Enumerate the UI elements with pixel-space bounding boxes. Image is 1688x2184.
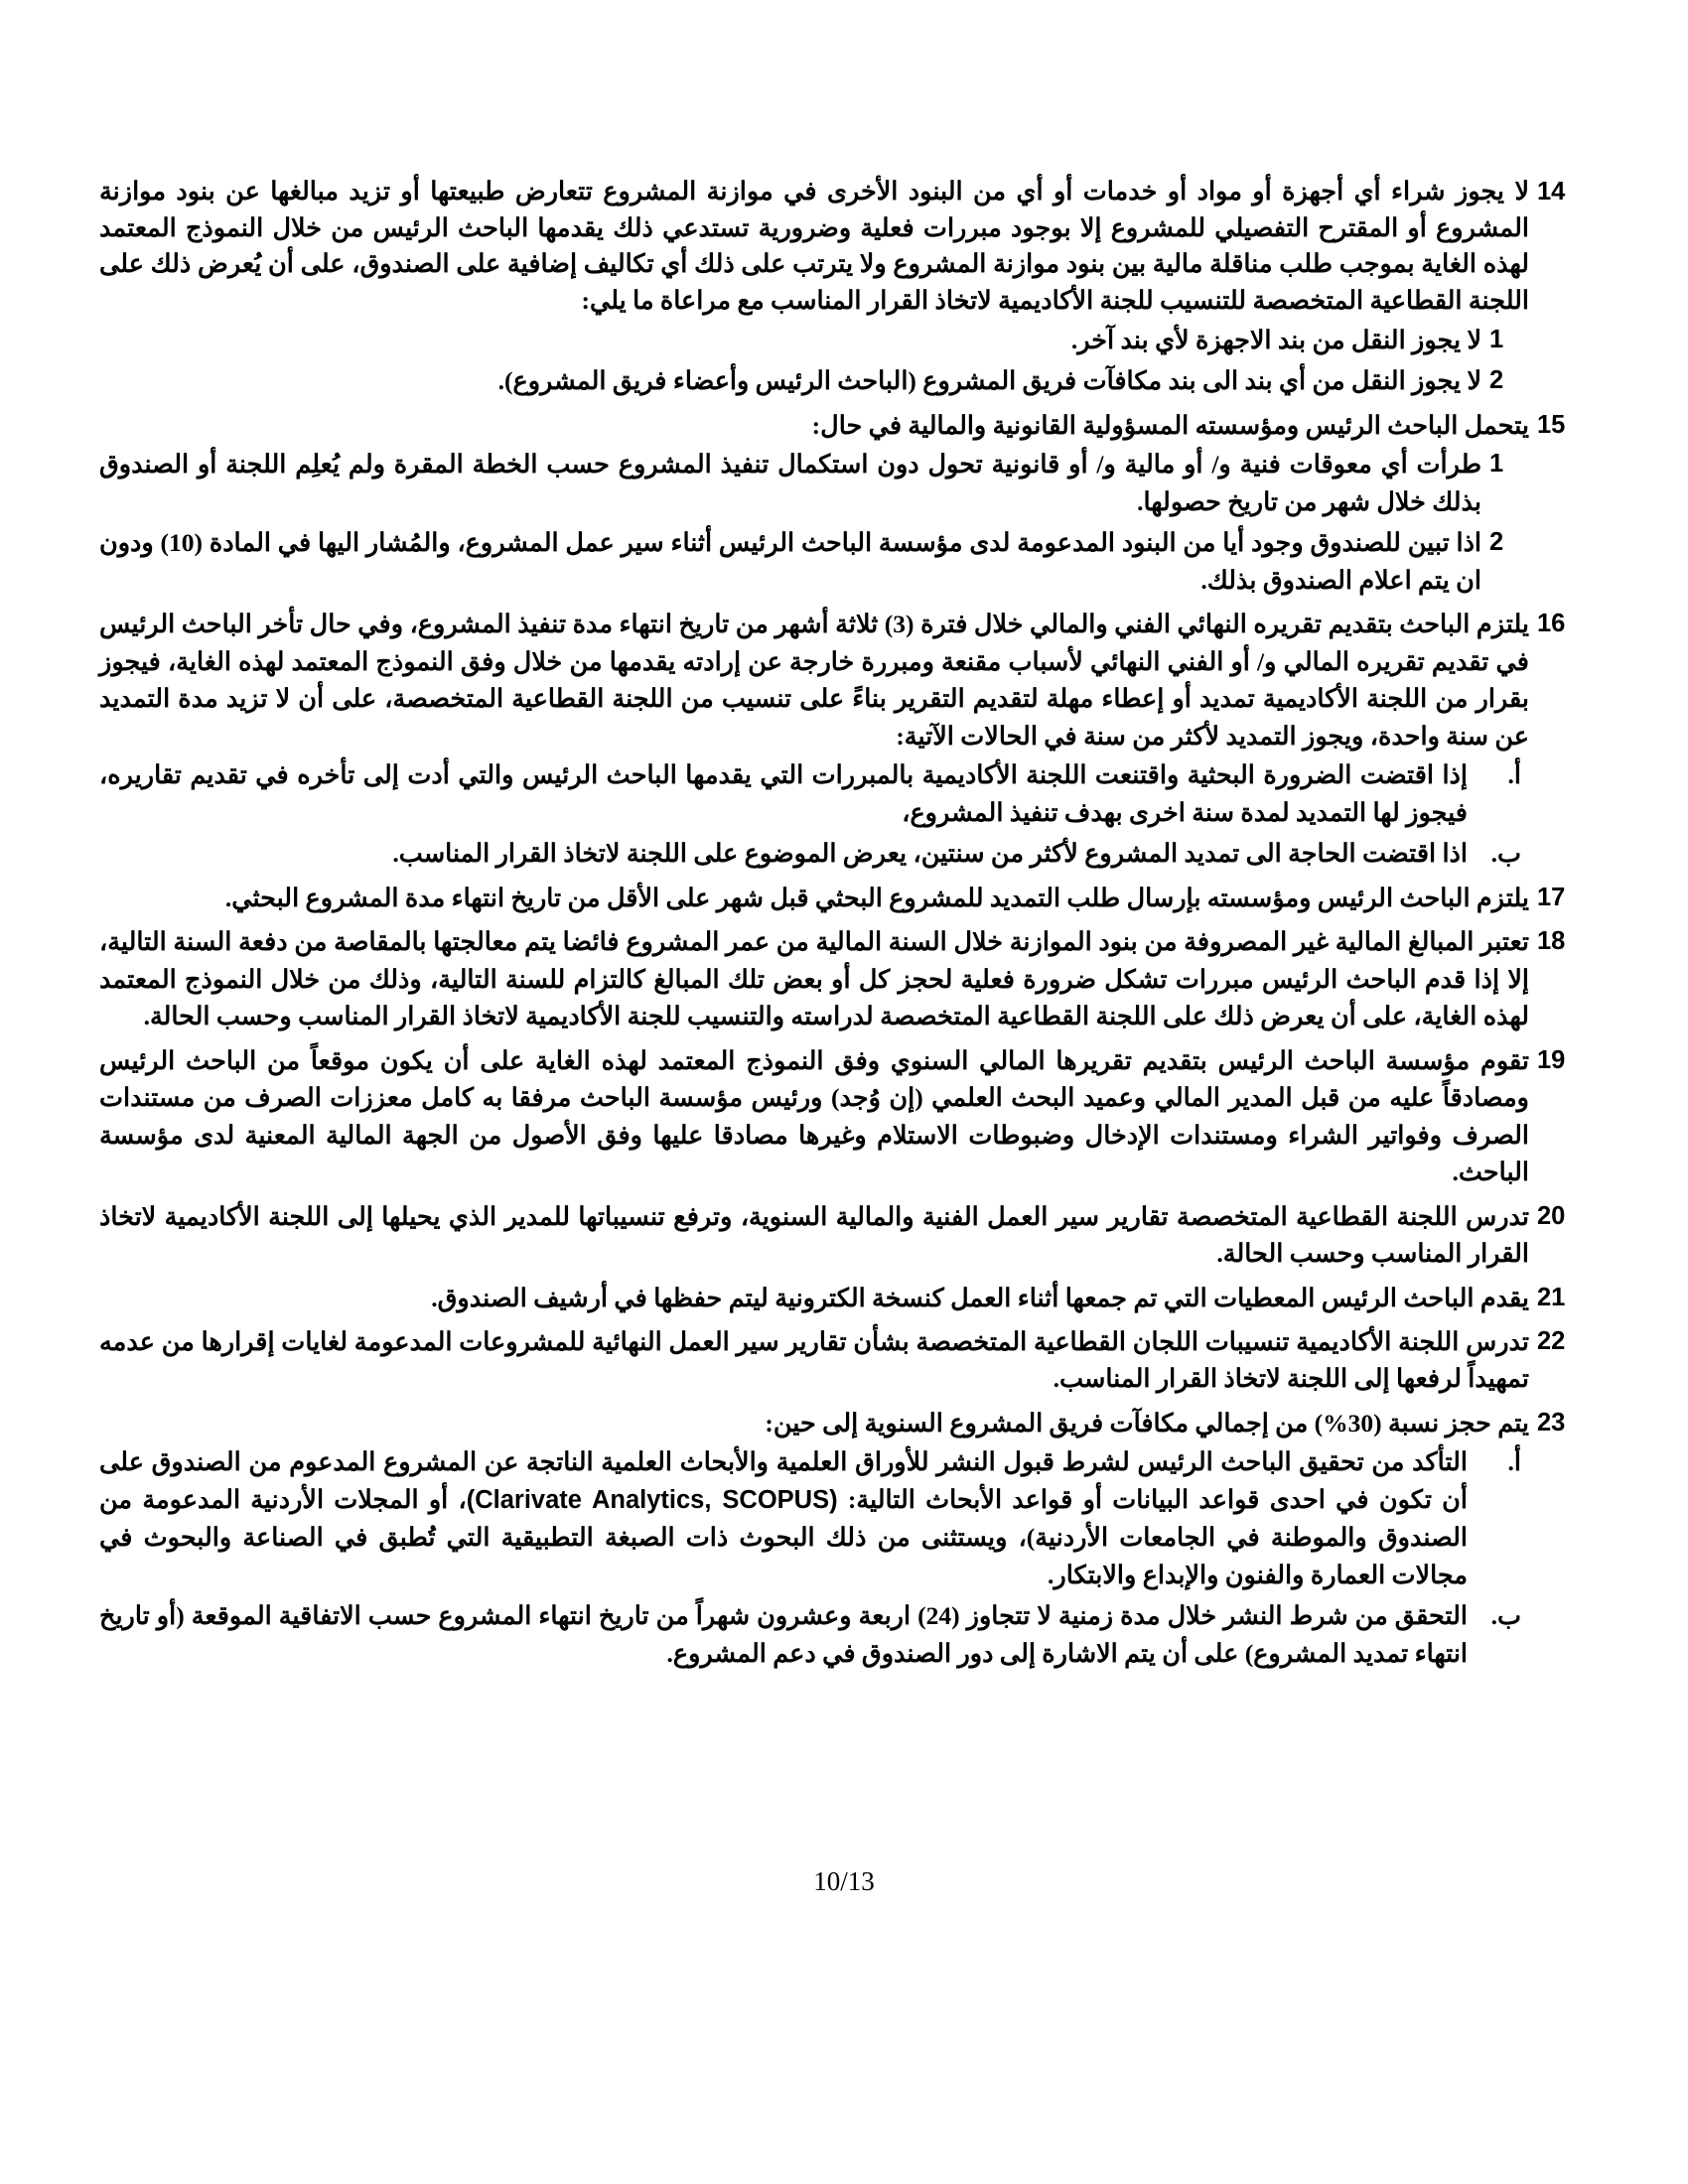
clause-number: 20 (1537, 1201, 1566, 1230)
subitem-text: لا يجوز النقل من بند الاجهزة لأي بند آخر. (1070, 325, 1481, 354)
clause-text: تدرس اللجنة القطاعية المتخصصة تقارير سير العمل الفنية والمالية السنوية، وترفع تنسيباتها للمدير الذي يحيلها إلى اللجنة الأكاديمية لاتخاذ القرار المناسب وحسب الحالة. (99, 1201, 1529, 1269)
clause-subitem (99, 756, 1529, 831)
subitem-text: طرأت أي معوقات فنية و/ أو مالية و/ أو قانونية تحول دون استكمال تنفيذ المشروع حسب الخطة المقرة ولم يُعلِم اللجنة أو الصندوق بذلك خلال شهر من تاريخ حصولها. (99, 450, 1481, 516)
clause-subitem (99, 362, 1529, 399)
subitem-text: التحقق من شرط النشر خلال مدة زمنية لا تتجاوز (24) اربعة وعشرون شهراً من تاريخ انتهاء المشروع حسب الاتفاقية الموقعة (أو تاريخ انتهاء تمديد المشروع) على أن يتم الاشارة إلى دور الصندوق في دعم المشروع. (99, 1601, 1468, 1668)
subitem-marker: أ. (1507, 760, 1521, 790)
clause-item (99, 606, 1589, 872)
subitem-marker: أ. (1507, 1447, 1521, 1477)
clause-item (99, 923, 1589, 1034)
clause-text: تقوم مؤسسة الباحث الرئيس بتقديم تقريرها المالي السنوي وفق النموذج المعتمد لهذه الغاية على أن يكون موقعاً من الباحث الرئيس ومصادقاً عليه من قبل المدير المالي وعميد البحث العلمي (إن وُجد) ورئيس مؤسسة الباحث مرفقا به كامل معززات الصرف من مستندات الصرف وفواتير الشراء ومستندات الإدخال وضبوطات الاستلام وغيرها مصادقا عليها وفق الأصول من الجهة المالية المعنية لدى مؤسسة الباحث. (99, 1045, 1529, 1187)
subitem-number: 2 (1489, 528, 1504, 557)
clause-item (99, 1198, 1589, 1273)
clause-subitem (99, 1597, 1529, 1672)
clause-subitem (99, 322, 1529, 358)
subitem-number: 2 (1489, 366, 1504, 395)
clause-number: 22 (1537, 1326, 1566, 1355)
clause-subitem (99, 835, 1529, 872)
subitem-text: اذا تبين للصندوق وجود أيا من البنود المدعومة لدى مؤسسة الباحث الرئيس أثناء سير عمل المشروع، والمُشار اليها في المادة (10) ودون ان يتم اعلام الصندوق بذلك. (99, 528, 1482, 595)
clause-subitem-list (99, 1443, 1529, 1672)
clause-list (99, 174, 1589, 1672)
clause-subitem (99, 524, 1529, 599)
clause-text: يتم حجز نسبة (30%) من إجمالي مكافآت فريق المشروع السنوية إلى حين: (765, 1408, 1529, 1437)
clause-number: 14 (1537, 178, 1566, 205)
clause-item (99, 1405, 1589, 1672)
clause-subitem-list (99, 446, 1529, 599)
subitem-text: إذا اقتضت الضرورة البحثية واقتنعت اللجنة الأكاديمية بالمبررات التي يقدمها الباحث الرئيس والتي أدت إلى تأخره في تقديم تقاريره، فيجوز لها التمديد لمدة سنة اخرى بهدف تنفيذ المشروع، (99, 760, 1468, 827)
clause-number: 23 (1537, 1408, 1566, 1436)
subitem-text-before: التأكد من تحقيق الباحث الرئيس لشرط قبول النشر للأوراق العلمية والأبحاث العلمية الناتجة عن المشروع المدعوم من الصندوق على أن تكون في احدى قواعد البيانات أو قواعد الأبحاث التالية: (99, 1447, 1468, 1514)
document-body (99, 174, 1589, 1672)
clause-number: 21 (1537, 1283, 1566, 1311)
clause-number: 17 (1537, 883, 1566, 911)
clause-subitem (99, 446, 1529, 520)
clause-text: يقدم الباحث الرئيس المعطيات التي تم جمعها أثناء العمل كنسخة الكترونية ليتم حفظها في أرشيف الصندوق. (431, 1283, 1529, 1312)
clause-subitem (99, 1443, 1529, 1593)
subitem-number: 1 (1489, 325, 1504, 353)
subitem-number: 1 (1489, 450, 1504, 478)
clause-item (99, 174, 1589, 400)
subitem-text-after: ، أو المجلات الأردنية المدعومة من الصندوق والموطنة في الجامعات الأردنية)، ويستثنى من ذلك البحوث ذات الصبغة التطبيقية التي تُطبق في الصناعة والبحوث في مجالات العمارة والفنون والإبداع والابتكار. (99, 1484, 1468, 1589)
clause-text: يلتزم الباحث بتقديم تقريره النهائي الفني والمالي خلال فترة (3) ثلاثة أشهر من تاريخ انتهاء مدة تنفيذ المشروع، وفي حال تأخر الباحث الرئيس في تقديم تقريره المالي و/ أو الفني النهائي لأسباب مقنعة ومبررة خارجة عن إرادته يقدمها من خلال وفق النموذج المعتمد لهذه الغاية، فيجوز بقرار من اللجنة الأكاديمية تمديد أو إعطاء مهلة لتقديم التقرير بناءً على تنسيب من اللجنة القطاعية المتخصصة، على أن لا تزيد مدة التمديد عن سنة واحدة، ويجوز التمديد لأكثر من سنة في الحالات الآتية: (99, 610, 1530, 751)
clause-item (99, 1280, 1589, 1316)
subitem-marker: ب. (1490, 1601, 1521, 1631)
clause-number: 15 (1537, 410, 1566, 439)
clause-subitem-list (99, 322, 1529, 400)
clause-item (99, 880, 1589, 916)
clause-number: 18 (1537, 927, 1566, 956)
clause-text: يتحمل الباحث الرئيس ومؤسسته المسؤولية القانونية والمالية في حال: (811, 410, 1529, 440)
clause-text: يلتزم الباحث الرئيس ومؤسسته بإرسال طلب التمديد للمشروع البحثي قبل شهر على الأقل من تاريخ انتهاء مدة المشروع البحثي. (224, 883, 1529, 912)
database-names: (Clarivate Analytics, SCOPUS) (466, 1485, 838, 1514)
clause-text: لا يجوز شراء أي أجهزة أو مواد أو خدمات أو أي من البنود الأخرى في موازنة المشروع تتعارض طبيعتها أو تزيد مبالغها عن بنود موازنة المشروع أو المقترح التفصيلي للمشروع إلا بوجود مبررات فعلية وضرورية تستدعي ذلك يقدمها الباحث الرئيس من خلال النموذج المعتمد لهذه الغاية بموجب طلب مناقلة مالية بين بنود موازنة المشروع ولا يترتب على ذلك أي تكاليف إضافية على الصندوق، على أن يُعرض ذلك على اللجنة القطاعية المتخصصة للتنسيب للجنة الأكاديمية لاتخاذ القرار المناسب مع مراعاة ما يلي: (99, 177, 1529, 316)
clause-text: تعتبر المبالغ المالية غير المصروفة من بنود الموازنة خلال السنة المالية من عمر المشروع فائضا يتم معالجتها بالمقاصة من دفعة السنة التالية، إلا إذا قدم الباحث الرئيس مبررات تشكل ضرورة فعلية لحجز كل أو بعض تلك المبالغ كالتزام للسنة التالية، وذلك من خلال النموذج المعتمد لهذه الغاية، على أن يعرض ذلك على اللجنة القطاعية المتخصصة لدراسته والتنسيب للجنة الأكاديمية لاتخاذ القرار المناسب وحسب الحالة. (99, 927, 1529, 1031)
subitem-marker: ب. (1490, 839, 1521, 869)
clause-item (99, 407, 1589, 599)
clause-text: تدرس اللجنة الأكاديمية تنسيبات اللجان القطاعية المتخصصة بشأن تقارير سير العمل النهائية للمشروعات المدعومة لغايات إقرارها من عدمه تمهيداً لرفعها إلى اللجنة لاتخاذ القرار المناسب. (99, 1326, 1529, 1394)
clause-subitem-list (99, 756, 1529, 872)
clause-item (99, 1042, 1589, 1191)
subitem-text: لا يجوز النقل من أي بند الى بند مكافآت فريق المشروع (الباحث الرئيس وأعضاء فريق المشروع). (497, 366, 1481, 396)
clause-number: 19 (1537, 1045, 1566, 1074)
clause-item (99, 1323, 1589, 1398)
clause-number: 16 (1537, 610, 1566, 638)
subitem-text: اذا اقتضت الحاجة الى تمديد المشروع لأكثر من سنتين، يعرض الموضوع على اللجنة لاتخاذ القرار المناسب. (392, 839, 1468, 869)
page-number-footer: 10/13 (813, 1866, 875, 1896)
